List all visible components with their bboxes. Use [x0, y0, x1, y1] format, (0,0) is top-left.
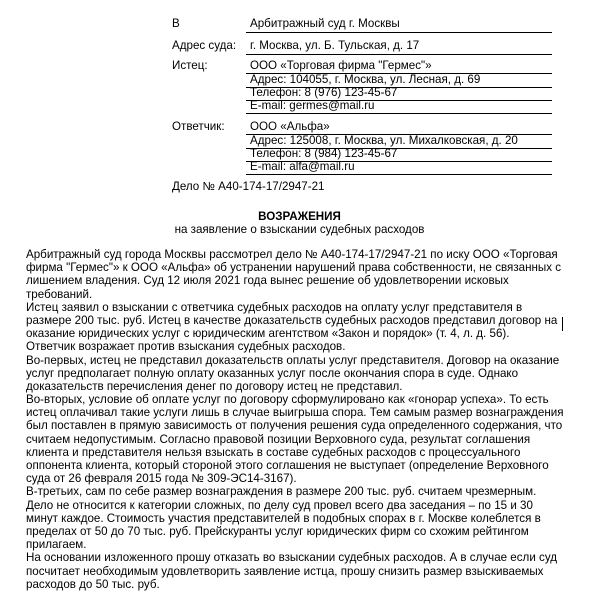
court-name: Арбитражный суд г. Москвы [250, 17, 400, 30]
defendant-email: E-mail: alfa@mail.ru [250, 160, 355, 173]
body-line: минут каждое. Стоимость участия представителей в подобных спорах в г. Москве колеблется в [26, 511, 541, 525]
defendant-name: ООО «Альфа» [250, 120, 330, 133]
body-line: оказание юридических услуг с юридическим агентством «Закон и порядок» (т. 4, л. д. 56). [26, 327, 510, 341]
body-line: Ответчик возражает против взыскания судебных расходов. [26, 340, 346, 354]
plaintiff-phone: Телефон: 8 (976) 123-45-67 [250, 86, 398, 99]
plaintiff-email: E-mail: germes@mail.ru [250, 99, 375, 112]
document-title: ВОЗРАЖЕНИЯ [258, 210, 341, 223]
body-line: доказательств перечисления денег по договору истец не представил. [26, 379, 403, 393]
court-address: г. Москва, ул. Б. Тульская, д. 17 [250, 39, 420, 52]
body-line: считаем недопустимым. Согласно правовой позиции Верховного суда, результат соглашения [26, 432, 531, 446]
body-line: посчитает необходимым удовлетворить заявление истца, прошу снизить размер взыскиваемых [26, 564, 544, 578]
court-address-underline [246, 54, 552, 55]
defendant-label: Ответчик: [172, 120, 225, 133]
body-line: суда от 26 февраля 2015 года № 309-ЭС14-3167). [26, 472, 297, 486]
body-line: Во-вторых, условие об оплате услуг по договору сформулировано как «гонорар успеха». То есть [26, 393, 549, 407]
court-underline [246, 32, 552, 33]
body-line: услуг предполагает полную оплату оказанных услуг после окончания спора в суде. Однако [26, 366, 519, 380]
text-cursor [562, 317, 563, 331]
body-line: Истец заявил о взыскании с ответчика судебных расходов на оплату услуг представителя в [26, 300, 523, 314]
body-line: Арбитражный суд города Москвы рассмотрел дело № А40-174-17/2947-21 по иску ООО «Торговая [26, 248, 558, 261]
body-line: оппонента клиента, который стороной этого соглашения не выступает (определение Верховного [26, 459, 549, 472]
defendant-underline-4 [246, 174, 552, 175]
body-line: клиента и представителя нельзя взыскать в составе судебных расходов с процессуального [26, 445, 521, 459]
body-line: В-третьих, сам по себе размер вознаграждения в размере 200 тыс. руб. считаем чрезмерным. [26, 485, 537, 499]
body-line: размере 200 тыс. руб. Истец в качестве доказательств судебных расходов представил договор на [26, 313, 558, 327]
body-line: пределах от 50 до 70 тыс. руб. Прейскуранты услуг юридических фирм со схожим рейтингом [26, 524, 529, 538]
document-body [26, 248, 578, 591]
body-line: фирма "Гермес"» к ООО «Альфа» об устранении нарушений права собственности, не связанных с [26, 261, 562, 275]
body-line: На основании изложенного прошу отказать во взыскании судебных расходов. А в случае если суд [26, 551, 557, 565]
plaintiff-underline-4 [246, 113, 552, 114]
plaintiff-name: ООО «Торговая фирма "Гермес"» [250, 59, 432, 72]
body-line: лишением владения. Суд 12 июля 2021 года вынес решение об удовлетворении исковых [26, 274, 509, 288]
body-line: требований. [26, 287, 93, 301]
body-line: прилагаем. [26, 538, 87, 552]
plaintiff-label: Истец: [172, 59, 208, 72]
defendant-phone: Телефон: 8 (984) 123-45-67 [250, 147, 398, 160]
court-address-label: Адрес суда: [172, 39, 237, 52]
plaintiff-address: Адрес: 104055, г. Москва, ул. Лесная, д. 69 [250, 73, 481, 86]
document-subtitle: на заявление о взыскании судебных расходов [174, 223, 425, 236]
body-line: Во-первых, истец не представил доказательств оплаты услуг представителя. Договор на оказание [26, 353, 560, 367]
body-line: был поставлен в прямую зависимость от получения решения суда определенного содержания, что [26, 419, 563, 433]
defendant-address: Адрес: 125008, г. Москва, ул. Михалковская, д. 20 [250, 134, 518, 147]
body-line: Дело не относится к категории сложных, по делу суд провел всего два заседания – по 15 и 30 [26, 498, 533, 512]
body-line: истец оплачивал такие услуги лишь в случае выигрыша спора. Тем самым размер вознаграждения [26, 406, 564, 420]
body-line: расходов до 50 тыс. руб. [26, 577, 160, 591]
addressee-label: В [172, 17, 180, 30]
case-number: Дело № А40-174-17/2947-21 [172, 180, 325, 193]
